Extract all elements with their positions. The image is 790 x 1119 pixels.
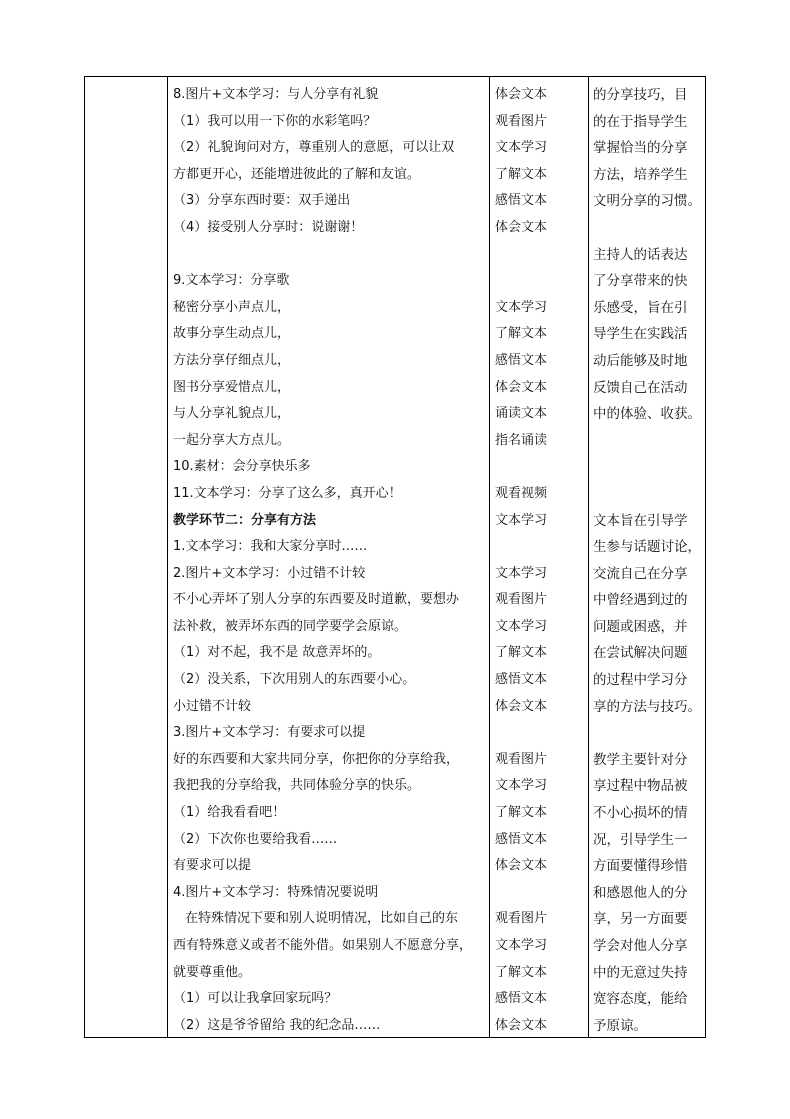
method-line [495, 242, 585, 269]
content-line: （2）下次你也要给我看…… [173, 831, 338, 847]
method-line: 观看图片 [495, 592, 548, 608]
teaching-method-column [495, 77, 585, 1039]
method-line: 观看视频 [495, 485, 548, 501]
intent-line [593, 428, 705, 455]
method-line [495, 454, 585, 481]
method-line: 感悟文本 [495, 831, 548, 847]
intent-line: 生参与话题讨论， [593, 539, 701, 556]
method-line: 观看图片 [495, 113, 548, 129]
content-line: （1）可以让我拿回家玩吗？ [173, 991, 338, 1007]
column-divider [588, 77, 589, 1037]
content-line: （2）没关系，下次用别人的东西要小心。 [173, 672, 416, 688]
content-line: 秘密分享小声点儿， [173, 299, 291, 315]
method-line [495, 534, 585, 561]
method-line: 感悟文本 [495, 991, 548, 1007]
intent-line: 教学主要针对分 [593, 751, 688, 768]
method-line: 感悟文本 [495, 672, 548, 688]
intent-line: 的在于指导学生 [593, 113, 688, 130]
content-line: （2）这是爷爷留给 我的纪念品…… [173, 1017, 381, 1033]
method-line: 感悟文本 [495, 193, 548, 209]
content-line: 图书分享爱惜点儿， [173, 379, 291, 395]
method-line: 文本学习 [495, 512, 548, 528]
content-line: 3.图片+文本学习：有要求可以提 [173, 725, 366, 741]
intent-line: 乐感受，旨在引 [593, 299, 688, 316]
method-line: 文本学习 [495, 938, 548, 953]
method-line: 文本学习 [495, 618, 548, 634]
intent-line: 方面要懂得珍惜 [593, 858, 688, 875]
content-line: 法补救，被弄坏东西的同学要学会原谅。 [173, 618, 408, 634]
content-line [173, 242, 485, 269]
content-line: 10.素材：会分享快乐多 [173, 459, 311, 475]
content-line: 11.文本学习：分享了这么多，真开心！ [173, 485, 402, 501]
intent-line [593, 215, 705, 242]
content-line: （4）接受别人分享时：说谢谢！ [173, 219, 364, 235]
intent-line: 中的无意过失持 [593, 964, 688, 981]
method-line: 指名诵读 [495, 432, 548, 448]
method-line: 体会文本 [495, 858, 548, 874]
intent-line: 文明分享的习惯。 [593, 193, 701, 210]
method-line: 诵读文本 [495, 406, 548, 422]
content-line: 教学环节二：分享有方法 [173, 512, 317, 528]
method-line: 体会文本 [495, 87, 548, 102]
content-line: （1）给我看看吧！ [173, 805, 286, 821]
method-line: 了解文本 [495, 166, 548, 182]
method-line: 感悟文本 [495, 352, 548, 368]
intent-line: 宽容态度，能给 [593, 991, 688, 1008]
intent-line [593, 481, 705, 508]
content-line: 在特殊情况下要和别人说明情况，比如自己的东 [185, 911, 459, 927]
method-line: 体会文本 [495, 698, 548, 714]
intent-line: 在尝试解决问题 [593, 645, 688, 662]
method-line: 了解文本 [495, 326, 548, 342]
intent-line: 反馈自己在活动 [593, 379, 688, 396]
method-line: 了解文本 [495, 805, 548, 821]
content-line: 与人分享礼貌点儿， [173, 406, 291, 422]
content-line: 方都更开心，还能增进彼此的了解和友谊。 [173, 166, 421, 182]
content-line: 一起分享大方点儿。 [173, 432, 291, 448]
intent-line: 动后能够及时地 [593, 352, 688, 369]
content-line: 好的东西要和大家共同分享，你把你的分享给我， [173, 751, 460, 767]
teaching-content-column [173, 77, 485, 1039]
content-line: （3）分享东西时要：双手递出 [173, 193, 351, 209]
content-line: （1）我可以用一下你的水彩笔吗？ [173, 113, 377, 129]
intent-line: 掌握恰当的分享 [593, 140, 688, 157]
intent-line: 交流自己在分享 [593, 565, 688, 582]
content-line: 9.文本学习：分享歌 [173, 273, 290, 289]
content-line: 不小心弄坏了别人分享的东西要及时道歉，要想办 [173, 592, 460, 608]
method-line: 体会文本 [495, 1017, 548, 1033]
intent-line: 不小心损坏的情 [593, 805, 688, 822]
method-line [495, 880, 585, 907]
intent-line: 的过程中学习分 [593, 672, 688, 689]
method-line: 体会文本 [495, 219, 548, 235]
content-line: 小过错不计较 [173, 698, 252, 714]
intent-line: 享的方法与技巧。 [593, 698, 701, 715]
method-line: 体会文本 [495, 379, 548, 395]
intent-line: 中曾经遇到过的 [593, 592, 688, 609]
design-intent-column [593, 77, 705, 1039]
intent-line: 问题或困惑，并 [593, 618, 688, 635]
content-line: 就要尊重他。 [173, 964, 252, 980]
intent-line: 享，另一方面要 [593, 911, 688, 928]
lesson-plan-table [84, 76, 706, 1038]
column-divider [489, 77, 490, 1037]
method-line: 文本学习 [495, 778, 548, 794]
intent-line: 导学生在实践活 [593, 326, 688, 343]
method-line: 文本学习 [495, 299, 548, 315]
content-line: 4.图片+文本学习：特殊情况要说明 [173, 884, 379, 900]
content-line: 西有特殊意义或者不能外借。如果别人不愿意分享， [173, 938, 473, 953]
content-line: 8.图片+文本学习：与人分享有礼貌 [173, 87, 379, 102]
intent-line: 主持人的话表达 [593, 246, 688, 263]
intent-line: 和感恩他人的分 [593, 884, 688, 901]
method-line: 观看图片 [495, 911, 548, 927]
intent-line: 的分享技巧，目 [593, 87, 688, 103]
intent-line: 况，引导学生一 [593, 831, 688, 848]
method-line [495, 268, 585, 295]
content-line: 1.文本学习：我和大家分享时…… [173, 539, 368, 555]
intent-line: 方法，培养学生 [593, 166, 688, 183]
content-line: 我把我的分享给我，共同体验分享的快乐。 [173, 778, 421, 794]
content-line: 方法分享仔细点儿， [173, 352, 291, 368]
method-line: 文本学习 [495, 140, 548, 156]
intent-line: 了分享带来的快 [593, 273, 688, 290]
method-line: 观看图片 [495, 751, 548, 767]
content-line: 2.图片+文本学习：小过错不计较 [173, 565, 366, 581]
column-divider [167, 77, 168, 1037]
intent-line: 学会对他人分享 [593, 938, 688, 954]
content-line: 故事分享生动点儿， [173, 326, 291, 342]
intent-line: 予原谅。 [593, 1017, 647, 1034]
method-line: 了解文本 [495, 964, 548, 980]
intent-line: 中的体验、收获。 [593, 406, 701, 423]
intent-line: 享过程中物品被 [593, 778, 688, 795]
method-line [495, 720, 585, 747]
intent-line [593, 454, 705, 481]
intent-line [593, 720, 705, 747]
content-line: （1）对不起，我不是 故意弄坏的。 [173, 645, 381, 661]
content-line: （2）礼貌询问对方，尊重别人的意愿，可以让双 [173, 140, 455, 156]
method-line: 文本学习 [495, 565, 548, 581]
method-line: 了解文本 [495, 645, 548, 661]
content-line: 有要求可以提 [173, 858, 252, 874]
intent-line: 文本旨在引导学 [593, 512, 688, 529]
